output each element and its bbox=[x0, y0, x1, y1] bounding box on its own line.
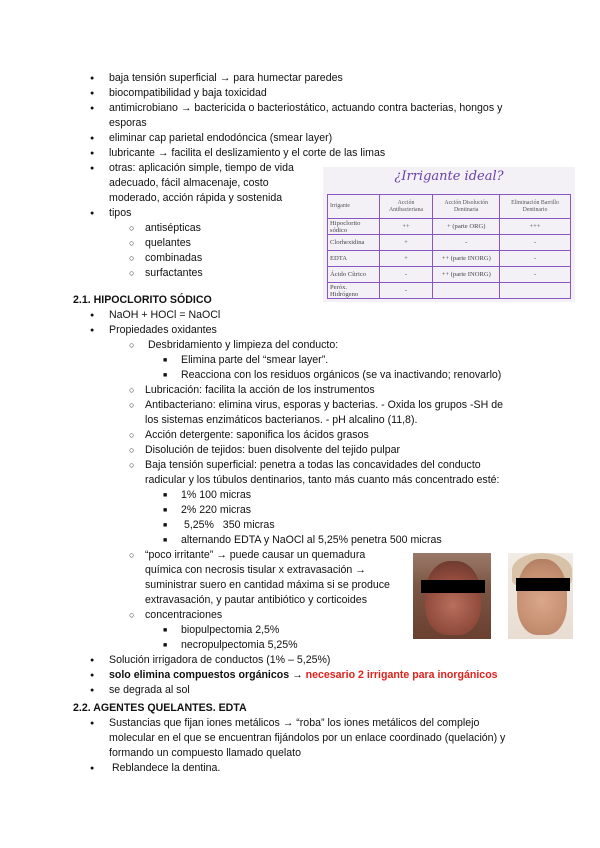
body-line bbox=[109, 668, 498, 683]
intro-line: lubricante → facilita el deslizamiento y el corte de las limas bbox=[109, 147, 386, 159]
table-cell: + bbox=[379, 251, 433, 267]
bullet: ○ bbox=[129, 400, 135, 410]
bullet: ○ bbox=[129, 445, 135, 455]
bullet: ● bbox=[90, 657, 95, 664]
bullet: ○ bbox=[129, 238, 135, 248]
intro-line: otras: aplicación simple, tiempo de vida bbox=[109, 162, 294, 174]
table-title: ¿Irrigante ideal? bbox=[394, 169, 504, 184]
table-cell: - bbox=[433, 235, 500, 251]
irrigant-table-image bbox=[323, 167, 575, 302]
bold-text: solo elimina compuestos orgánicos → bbox=[109, 669, 306, 681]
body-line: los sistemas enzimáticos bacterianos. - pH alcalino (11,8). bbox=[145, 414, 418, 426]
table-cell: Hipoclorito sódico bbox=[328, 219, 380, 235]
bullet: ● bbox=[90, 687, 95, 694]
body-line: Antibacteriano: elimina virus, esporas y bacterias. - Oxida los grupos -SH de bbox=[145, 399, 503, 411]
table-cell: +++ bbox=[500, 219, 571, 235]
eye-censor-bar bbox=[421, 580, 485, 593]
bullet: ● bbox=[90, 90, 95, 97]
body-line: suministrar suero en cantidad máxima si se produce bbox=[145, 579, 390, 591]
intro-line: baja tensión superficial → para humectar paredes bbox=[109, 72, 343, 84]
body-line: Reacciona con los residuos orgánicos (se va inactivando; renovarlo) bbox=[181, 369, 502, 381]
body-line: molecular en el que se encuentran fijándolos por un enlace coordinado (quelación) y bbox=[109, 732, 506, 744]
table-header: Irrigante bbox=[328, 195, 380, 219]
bullet: ○ bbox=[129, 610, 135, 620]
bullet: ● bbox=[90, 672, 95, 679]
body-line: 2% 220 micras bbox=[181, 504, 252, 516]
table-cell: Ácido Cítrico bbox=[328, 267, 380, 283]
bullet: ● bbox=[90, 150, 95, 157]
body-line: alternando EDTA y NaOCl al 5,25% penetra 500 micras bbox=[181, 534, 442, 546]
body-line: Propiedades oxidantes bbox=[109, 324, 217, 336]
intro-line: tipos bbox=[109, 207, 132, 219]
intro-line: adecuado, fácil almacenaje, costo bbox=[109, 177, 269, 189]
eye-censor-bar bbox=[516, 578, 570, 591]
body-line: extravasación, y pautar antibiótico y corticoides bbox=[145, 594, 367, 606]
table-cell: EDTA bbox=[328, 251, 380, 267]
table-header-row bbox=[328, 195, 571, 219]
section-heading: 2.1. HIPOCLORITO SÓDICO bbox=[73, 294, 212, 306]
table-cell: ++ (parte INORG) bbox=[433, 267, 500, 283]
body-line: Sustancias que fijan iones metálicos → “roba” los iones metálicos del complejo bbox=[109, 717, 480, 729]
tipo-item: antisépticas bbox=[145, 222, 201, 234]
body-line: Desbridamiento y limpieza del conducto: bbox=[148, 339, 339, 351]
body-line: NaOH + HOCl = NaOCl bbox=[109, 309, 221, 321]
bullet: ■ bbox=[163, 492, 168, 499]
table-cell: - bbox=[379, 283, 433, 299]
body-line: Acción detergente: saponifica los ácidos grasos bbox=[145, 429, 369, 441]
bullet: ■ bbox=[163, 357, 168, 364]
bullet: ● bbox=[90, 210, 95, 217]
body-line: formando un compuesto llamado quelato bbox=[109, 747, 301, 759]
bullet: ■ bbox=[163, 522, 168, 529]
bullet: ○ bbox=[129, 550, 135, 560]
body-line: radicular y los túbulos dentinarios, tanto más cuanto más concentrado esté: bbox=[145, 474, 500, 486]
bullet: ● bbox=[90, 312, 95, 319]
table-row bbox=[328, 219, 571, 235]
table-cell: ++ bbox=[379, 219, 433, 235]
table-cell: + bbox=[379, 235, 433, 251]
face-image bbox=[517, 559, 567, 635]
table-cell: - bbox=[500, 251, 571, 267]
body-line: se degrada al sol bbox=[109, 684, 190, 696]
bullet: ■ bbox=[163, 642, 168, 649]
tipo-item: surfactantes bbox=[145, 267, 203, 279]
table-row bbox=[328, 267, 571, 283]
body-line: Disolución de tejidos: buen disolvente del tejido pulpar bbox=[145, 444, 401, 456]
patient-photo-recovered bbox=[508, 553, 573, 639]
body-line: Baja tensión superficial: penetra a todas las concavidades del conducto bbox=[145, 459, 481, 471]
bullet: ○ bbox=[129, 223, 135, 233]
intro-line: antimicrobiano → bactericida o bacteriostático, actuando contra bacterias, hongos y bbox=[109, 102, 503, 114]
bullet: ○ bbox=[129, 253, 135, 263]
intro-line: eliminar cap parietal endodóncica (smear layer) bbox=[109, 132, 333, 144]
patient-photo-burn bbox=[413, 553, 491, 639]
bullet: ● bbox=[90, 765, 95, 772]
highlight-text: necesario 2 irrigante para inorgánicos bbox=[305, 669, 498, 681]
body-line: química con necrosis tisular x extravasación → bbox=[145, 564, 366, 576]
body-line: 1% 100 micras bbox=[181, 489, 252, 501]
intro-line: biocompatibilidad y baja toxicidad bbox=[109, 87, 267, 99]
body-line: “poco irritante” → puede causar un quemadura bbox=[145, 549, 366, 561]
bullet: ● bbox=[90, 105, 95, 112]
face-image bbox=[425, 561, 481, 635]
tipo-item: combinadas bbox=[145, 252, 203, 264]
table-row bbox=[328, 283, 571, 299]
body-line: Lubricación: facilita la acción de los instrumentos bbox=[145, 384, 375, 396]
body-line: 5,25% 350 micras bbox=[181, 519, 275, 531]
bullet: ■ bbox=[163, 372, 168, 379]
intro-line: moderado, acción rápida y sostenida bbox=[109, 192, 283, 204]
body-line: Solución irrigadora de conductos (1% – 5,25%) bbox=[109, 654, 331, 666]
table-header: Eliminación Barrillo Dentinario bbox=[500, 195, 571, 219]
tipo-item: quelantes bbox=[145, 237, 191, 249]
bullet: ○ bbox=[129, 268, 135, 278]
table-cell bbox=[500, 283, 571, 299]
table-cell: Peróx. Hidrógeno bbox=[328, 283, 380, 299]
table-cell: + (parte ORG) bbox=[433, 219, 500, 235]
bullet: ■ bbox=[163, 627, 168, 634]
bullet: ○ bbox=[129, 430, 135, 440]
bullet: ● bbox=[90, 327, 95, 334]
table-cell: Clorhexidina bbox=[328, 235, 380, 251]
table-cell: - bbox=[500, 267, 571, 283]
body-line: Elimina parte del “smear layer”. bbox=[181, 354, 329, 366]
bullet: ■ bbox=[163, 507, 168, 514]
table-cell: - bbox=[500, 235, 571, 251]
table-cell: ++ (parte INORG) bbox=[433, 251, 500, 267]
bullet: ● bbox=[90, 165, 95, 172]
irrigant-table bbox=[327, 194, 571, 299]
intro-line: esporas bbox=[109, 117, 147, 129]
body-line: Reblandece la dentina. bbox=[112, 762, 221, 774]
bullet: ○ bbox=[129, 460, 135, 470]
body-line: concentraciones bbox=[145, 609, 223, 621]
table-header: Acción Antibacteriana bbox=[379, 195, 433, 219]
bullet: ● bbox=[90, 75, 95, 82]
table-row bbox=[328, 251, 571, 267]
section-heading: 2.2. AGENTES QUELANTES. EDTA bbox=[73, 702, 247, 714]
table-cell: - bbox=[379, 267, 433, 283]
bullet: ■ bbox=[163, 537, 168, 544]
bullet: ● bbox=[90, 720, 95, 727]
table-row bbox=[328, 235, 571, 251]
bullet: ● bbox=[90, 135, 95, 142]
body-line: biopulpectomia 2,5% bbox=[181, 624, 280, 636]
table-header: Acción Disolución Dentinaria bbox=[433, 195, 500, 219]
table-cell bbox=[433, 283, 500, 299]
body-line: necropulpectomia 5,25% bbox=[181, 639, 298, 651]
bullet: ○ bbox=[129, 385, 135, 395]
bullet: ○ bbox=[129, 340, 135, 350]
